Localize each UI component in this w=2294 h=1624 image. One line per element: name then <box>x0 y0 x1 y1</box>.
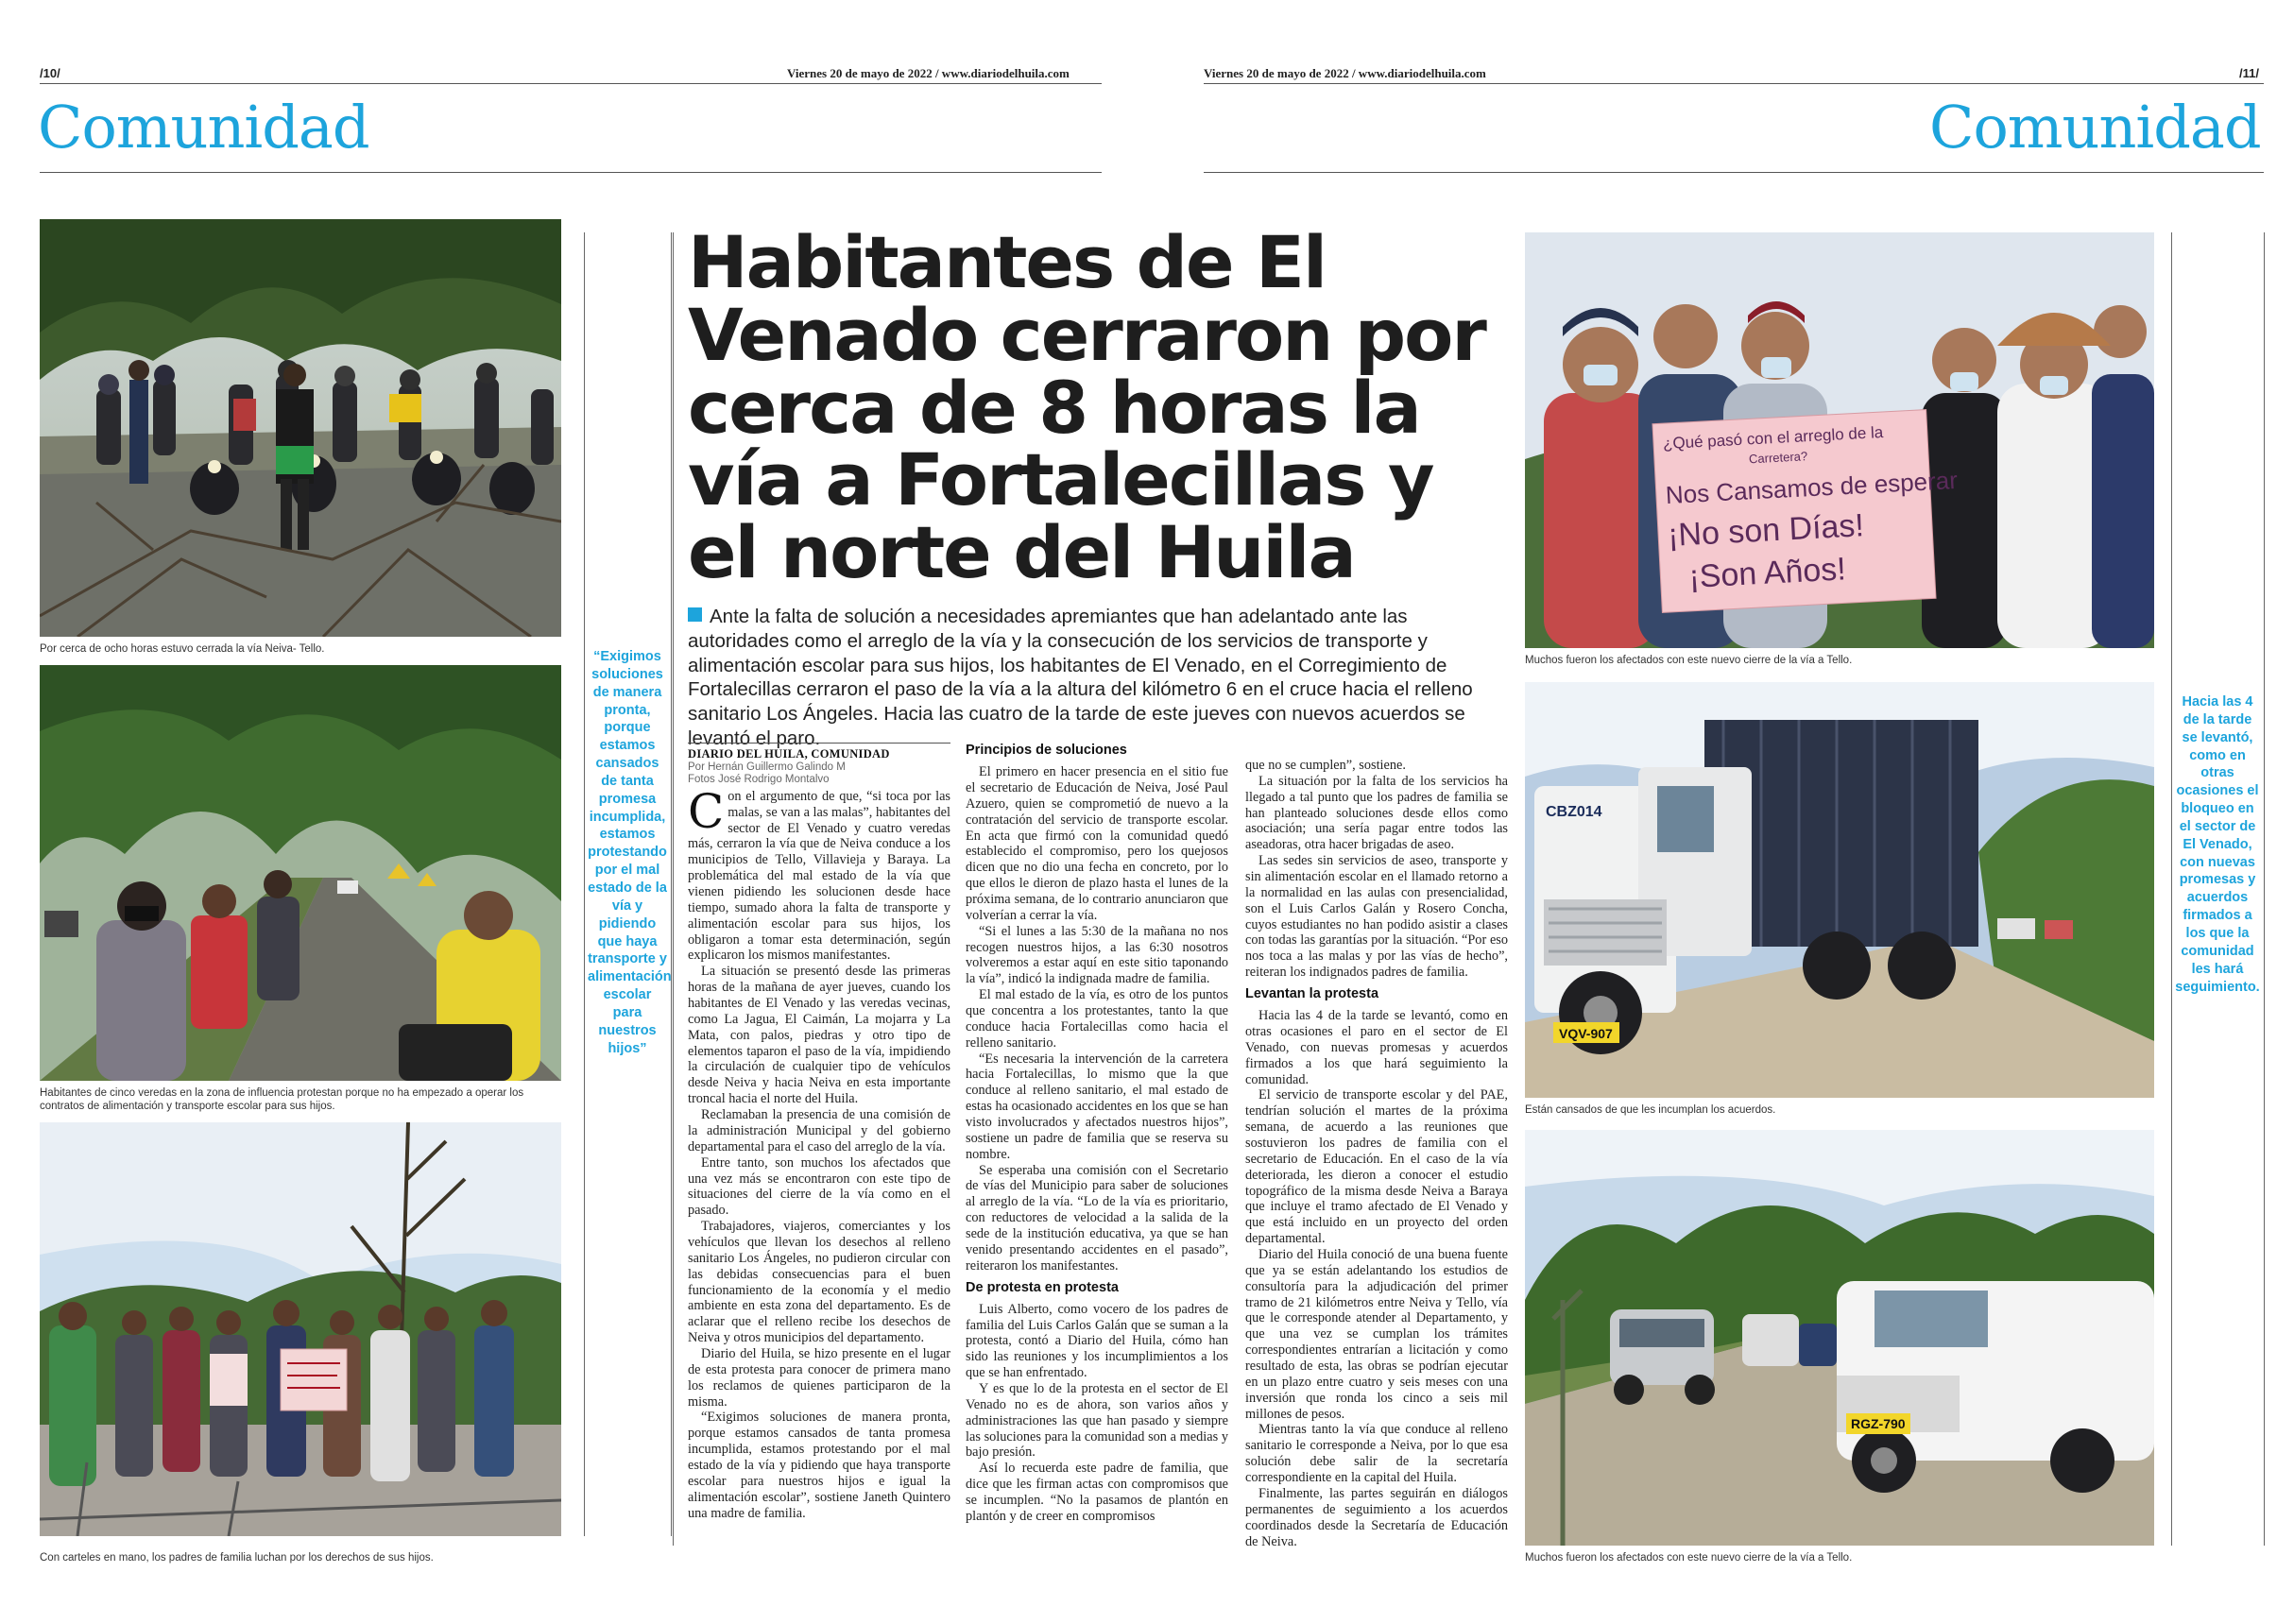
left-folio: /10/ <box>40 66 60 80</box>
paragraph: El mal estado de la vía, es otro de los puntos que concentra a los protestantes, tanto la que conduce hacia Fortalecillas como hacia el relleno sanitario. <box>966 987 1228 1051</box>
left-pullquote-rule-left <box>584 232 585 1536</box>
paragraph: Finalmente, las partes seguirán en diálogos permanentes de seguimiento a los acuerdos coordinados desde la Secretaría de Educación de Neiva. <box>1245 1485 1508 1549</box>
source-rule <box>688 743 950 744</box>
right-header-rule <box>1204 83 2264 84</box>
sign-line-2: Carretera? <box>1748 449 1808 467</box>
article-lead <box>688 605 1510 751</box>
article-column-2 <box>966 743 1228 1525</box>
paragraph: Mientras tanto la vía que conduce al relleno sanitario le corresponde a Neiva, por lo que esa solución debe salir de la secretaría correspondiente en la capital del Huila. <box>1245 1422 1508 1486</box>
left-section-title: Comunidad <box>38 93 369 162</box>
subhead-principios: Principios de soluciones <box>966 743 1127 758</box>
paragraph: Se esperaba una comisión con el Secretario de vías del Municipio para saber de soluciones al arreglo de la vía. “Lo de la vía es prioritario, con reductores de velocidad a la salida de la sede de la institución educativa, ya que se han venido presentando accidentes en el pasado”, reiteraron los manifestantes. <box>966 1162 1228 1274</box>
paragraph: El servicio de transporte escolar y del PAE, tendrían solución el martes de la próxima semana, de acuerdo a las reuniones que sostuvieron los padres de familia con el secretario de Educación. En el caso de la vía deteriorada, les dieron a conocer el estudio topográfico de la misma desde Neiva a Baraya que incluye el tramo afectado de El Venado y que está incluido en un proyecto del orden departamental. <box>1245 1087 1508 1247</box>
photo-stopped-vehicles-road <box>1525 1130 2154 1546</box>
right-section-rule <box>1204 172 2264 173</box>
caption-photo1: Por cerca de ocho horas estuvo cerrada la vía Neiva- Tello. <box>40 643 325 655</box>
photo-protesters-with-sign <box>1525 232 2154 648</box>
paragraph: Así lo recuerda este padre de familia, que dice que les firman actas con compromisos que se incumplen. “No la pasamos de plantón en plantón y de creer en compromisos <box>966 1461 1228 1524</box>
subhead-protesta: De protesta en protesta <box>966 1279 1119 1295</box>
subhead-levantan: Levantan la protesta <box>1245 986 1379 1002</box>
article-source: DIARIO DEL HUILA, COMUNIDAD <box>688 747 890 761</box>
caption-photo2: Habitantes de cinco veredas en la zona de influencia protestan porque no ha empezado a operar los contratos de alimentación y transporte escolar para sus hijos. <box>40 1087 524 1113</box>
left-pull-quote: “Exigimos soluciones de manera pronta, porque estamos cansados de tanta promesa incumplida, estamos protestando por el mal estado de la vía y pidiendo que haya transporte y alimentación escolar para nuestros hijos” <box>588 649 672 1056</box>
article-column-3 <box>1245 758 1508 1549</box>
left-header-rule <box>40 83 1102 84</box>
paragraph: La situación se presentó desde las primeras horas de la mañana de ayer jueves, cuando los habitantes de El Venado y las veredas vecinas, como La Jagua, El Caimán, La mojarra y La Mata, con palos, piedras y otro tipo de elementos taparon el paso de la vía, impidiendo la circulación de cualquier tipo de vehículos desde Neiva y hacia Neiva en esta importante troncal hacia el norte del Huila. <box>688 964 950 1107</box>
photo-road-blockade-motorcycles <box>40 219 561 637</box>
lead-marker-icon <box>688 607 702 622</box>
paragraph: Las sedes sin servicios de aseo, transporte y sin alimentación escolar en el llamado retorno a la normalidad en las aulas con presencialidad, son el Luis Carlos Galán y Rosero Concha, cuyos estudiantes no han podido asistir a clases con todas las garantías por la situación. “Por eso nos toca a las malas y por las vías de hecho”, reiteran los indignados padres de familia. <box>1245 853 1508 981</box>
sign-line-3: Nos Cansamos de esperar <box>1665 465 1959 510</box>
truck-id: CBZ014 <box>1546 804 1602 820</box>
paragraph: Entre tanto, son muchos los afectados que una vez más se encontraron con este tipo de situaciones del cierre de la vía como en el pasado. <box>688 1154 950 1219</box>
paragraph: Con el argumento de que, “si toca por las malas, se van a las malas”, habitantes del sector de El Venado y cuatro veredas más, cerraron la vía que de Neiva conduce a los municipios de Tello, Villavieja y Baraya. La problemática del mal estado de la vía que vienen pidiendo les solucionen desde hace tiempo, sumado ahora la falta de transporte y alimentación escolar para sus hijos, los obligaron a tomar esta determinación, según explicaron los mismos manifestantes. <box>688 783 950 964</box>
paragraph: Trabajadores, viajeros, comerciantes y los vehículos que llevan los desechos al relleno sanitario Los Ángeles, no pudieron circular con las debidas consecuencias para el buen funcionamiento de la economía y el medio ambiente en esta zona del departamento. Es de aclarar que el relleno recibe los desechos de Neiva y otros municipios del departamento. <box>688 1219 950 1346</box>
paragraph: Luis Alberto, como vocero de los padres de familia del Luis Carlos Galán que se suman a la protesta, contó a Diario del Huila, cómo han sido las reuniones y los incumplimientos a los que se han enfrentado. <box>966 1301 1228 1381</box>
right-pullquote-rule-right <box>2264 232 2265 1546</box>
right-pullquote-rule-left <box>2171 232 2172 1546</box>
drop-cap: C <box>688 783 725 839</box>
article-headline: Habitantes de El Venado cerraron por cerca de 8 horas la vía a Fortalecillas y el norte del Huila <box>688 220 1485 594</box>
article-left-rule <box>673 232 674 1546</box>
article-lead-text: Ante la falta de solución a necesidades apremiantes que han adelantado ante las autoridades como el arreglo de la vía y la consecución de los servicios de transporte y alimentación escolar para sus hijos, los habitantes de El Venado, en el Corregimiento de Fortalecillas cerraron el paso de la vía a la altura del kilómetro 6 en el cruce hacia el relleno sanitario Los Ángeles. Hacia las cuatro de la tarde de este jueves con nuevos acuerdos se levantó el paro. <box>688 606 1473 750</box>
truck-plate: VQV-907 <box>1559 1026 1613 1041</box>
paragraph: Diario del Huila conoció de una buena fuente que ya se están adelantando los estudios de consultoría para la adjudicación del primer tramo de 21 kilómetros entre Neiva y Tello, vía que le corresponde atender al Departamento, y que una vez se cumplan los trámites correspondientes entrarían a licitación y como resultado de esta, las obras se podrían ejecutar en un plazo entre cuatro y seis meses con una inversión que ronda los cinco a seis mil millones de pesos. <box>1245 1247 1508 1422</box>
paragraph: Diario del Huila, se hizo presente en el lugar de esta protesta para conocer de primera mano los reclamos de quienes participaron de la misma. <box>688 1345 950 1410</box>
paragraph: Hacia las 4 de la tarde se levantó, como en otras ocasiones el paro en el sector de El Venado, con nuevas promesas y acuerdos firmados a los que hará seguimiento la comunidad. <box>1245 1008 1508 1087</box>
paragraph: Y es que lo de la protesta en el sector de El Venado no es de ahora, son varios años y administraciones las que han pasado y siempre las soluciones para la comunidad son a medias y bajo presión. <box>966 1381 1228 1461</box>
caption-photo3: Con carteles en mano, los padres de familia luchan por los derechos de sus hijos. <box>40 1552 434 1564</box>
paragraph: El primero en hacer presencia en el sitio fue el secretario de Educación de Neiva, José Paul Azuero, quien se comprometió de nuevo a la contratación del servicio de transporte escolar. En acta que firmó con la comunidad quedó establecido el compromiso, pero los quejosos dicen que no dio una fecha en concreto, por lo que ellos le dieron de plazo hasta el lunes de la próxima semana, de lo contrario anunciaron que volverían a cerrar la vía. <box>966 764 1228 923</box>
article-byline-photos: Fotos José Rodrigo Montalvo <box>688 774 830 786</box>
right-folio: /11/ <box>2239 66 2259 80</box>
left-section-rule <box>40 172 1102 173</box>
right-section-title: Comunidad <box>1929 93 2261 162</box>
right-dateline: Viernes 20 de mayo de 2022 / www.diariodelhuila.com <box>1204 66 1486 80</box>
pickup-plate: RGZ-790 <box>1851 1416 1906 1431</box>
caption-photo5: Están cansados de que les incumplan los acuerdos. <box>1525 1104 1776 1116</box>
photo-stopped-garbage-truck <box>1525 682 2154 1098</box>
paragraph: “Es necesaria la intervención de la carretera hacia Fortalecillas, lo mismo que la que conduce al relleno sanitario, el mal estado de estas ha ocasionado accidentes en los que se han visto involucrados y afectados nuestros hijos”, sostiene un padre de familia que se reserva su nombre. <box>966 1051 1228 1162</box>
sign-line-4: ¡No son Días! <box>1667 507 1865 555</box>
caption-photo6: Muchos fueron los afectados con este nuevo cierre de la vía a Tello. <box>1525 1552 1853 1564</box>
photo-protesters-on-road <box>40 665 561 1081</box>
article-byline-author: Por Hernán Guillermo Galindo M <box>688 761 846 773</box>
paragraph: Reclamaban la presencia de una comisión de la administración Municipal y del gobierno departamental para el caso del arreglo de la vía. <box>688 1107 950 1154</box>
left-pullquote-rule-right <box>671 232 672 1536</box>
article-column-1 <box>688 743 950 1521</box>
left-dateline: Viernes 20 de mayo de 2022 / www.diariodelhuila.com <box>787 66 1070 80</box>
photo-parents-with-signs <box>40 1122 561 1536</box>
paragraph: La situación por la falta de los servicios ha llegado a tal punto que los padres de familia se han planteado soluciones desde ellos como asociación; una sería pagar entre todos las aseadoras, otra hacer brigadas de aseo. <box>1245 773 1508 853</box>
right-pull-quote: Hacia las 4 de la tarde se levantó, como en otras ocasiones el bloqueo en el sector de El Venado, con nuevas promesas y acuerdos firmados a los que la comunidad les hará seguimiento. <box>2175 694 2260 995</box>
paragraph: “Si el lunes a las 5:30 de la mañana no nos recogen nuestros hijos, a las 6:30 nosotros volveremos a estar aquí en este sitio taponando la vía”, indicó la indignada madre de familia. <box>966 923 1228 987</box>
paragraph: “Exigimos soluciones de manera pronta, porque estamos cansados de tanta promesa incumplida, estamos protestando por el mal estado de la vía y pidiendo que haya transporte escolar para nuestros hijos e igual la alimentación escolar”, sostiene Janeth Quintero una madre de familia. <box>688 1410 950 1521</box>
caption-photo4: Muchos fueron los afectados con este nuevo cierre de la vía a Tello. <box>1525 655 1853 666</box>
paragraph: que no se cumplen”, sostiene. <box>1245 758 1406 773</box>
sign-line-5: ¡Son Años! <box>1687 551 1847 595</box>
sign-line-1: ¿Qué pasó con el arreglo de la <box>1662 422 1884 453</box>
